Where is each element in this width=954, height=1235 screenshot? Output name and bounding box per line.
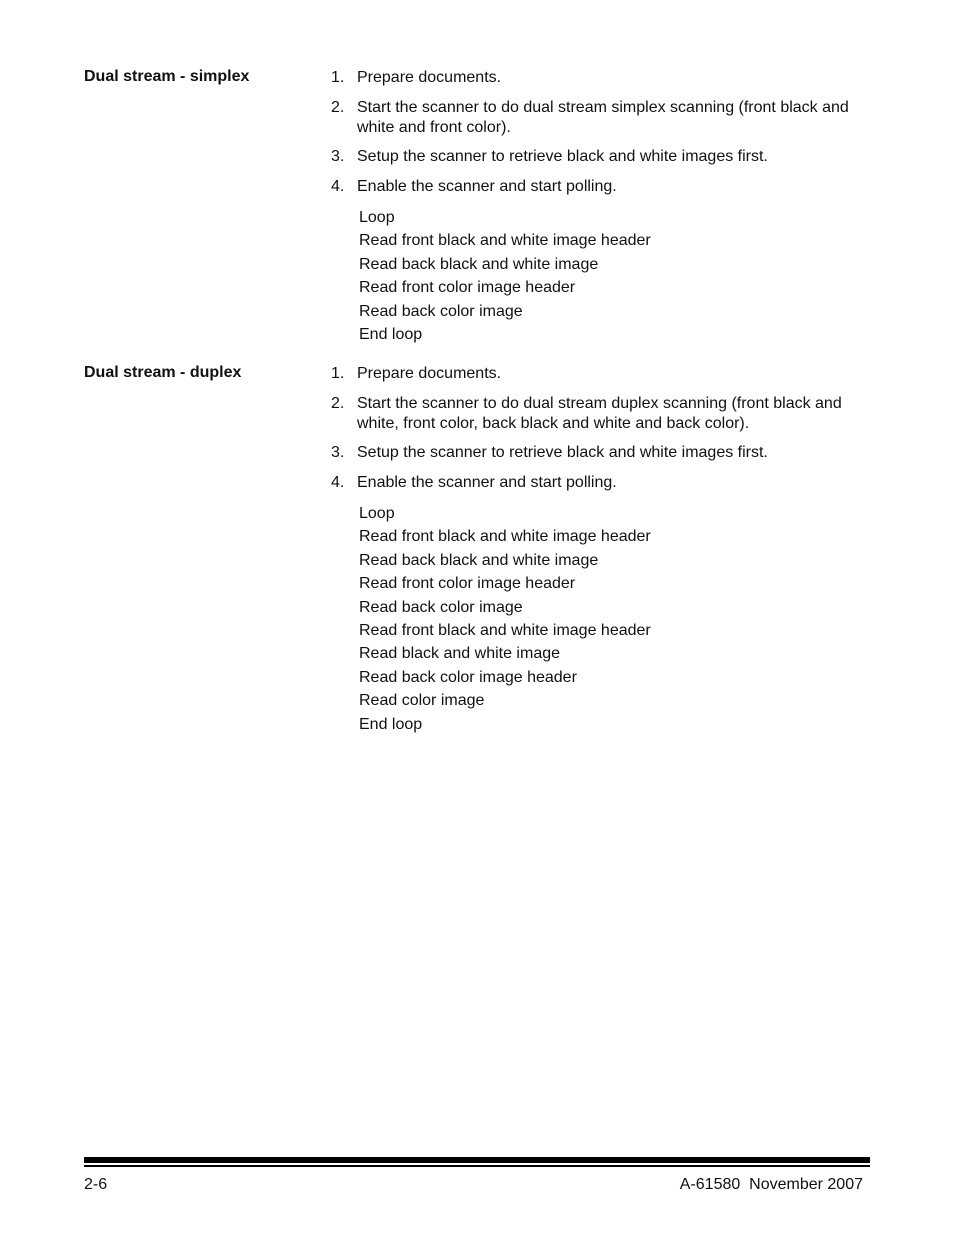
loop-line: Loop <box>359 505 395 522</box>
step-item <box>331 473 871 493</box>
step-number: 4. <box>331 177 345 195</box>
step-item <box>331 443 871 463</box>
section-heading-simplex: Dual stream - simplex <box>84 68 250 85</box>
step-number: 3. <box>331 444 345 461</box>
loop-line: Read black and white image <box>359 645 561 663</box>
loop-line: Read back color image <box>359 598 523 616</box>
step-number: 3. <box>331 148 345 165</box>
loop-line: Read front black and white image header <box>359 232 651 250</box>
step-text: Prepare documents. <box>357 365 502 382</box>
step-item <box>331 68 871 88</box>
section-heading-duplex: Dual stream - duplex <box>84 364 242 381</box>
loop-block <box>331 206 871 346</box>
loop-line: End loop <box>359 715 423 733</box>
footer-rule-thin <box>84 1165 870 1167</box>
step-number: 2. <box>331 394 345 412</box>
loop-line: Read back black and white image <box>359 255 599 273</box>
loop-line: Read front black and white image header <box>359 528 651 546</box>
step-number: 1. <box>331 69 345 86</box>
step-item <box>331 98 871 138</box>
step-text: Prepare documents. <box>357 69 502 86</box>
step-text: Setup the scanner to retrieve black and white images first. <box>357 148 768 165</box>
step-item <box>331 394 871 434</box>
step-item <box>331 177 871 197</box>
step-item <box>331 364 871 384</box>
step-number: 4. <box>331 473 345 491</box>
step-item <box>331 147 871 167</box>
loop-block <box>331 502 871 736</box>
footer-rule-thick <box>84 1157 870 1163</box>
step-number: 2. <box>331 98 345 116</box>
step-number: 1. <box>331 365 345 382</box>
simplex-loop-list <box>331 206 871 346</box>
step-text: Setup the scanner to retrieve black and white images first. <box>357 444 768 461</box>
loop-line: Read back color image header <box>359 668 577 686</box>
loop-line: Read back black and white image <box>359 551 599 569</box>
simplex-steps <box>331 68 871 346</box>
loop-line: Read color image <box>359 692 485 710</box>
loop-line: Read back color image <box>359 302 523 320</box>
step-text: Start the scanner to do dual stream simplex scanning (front black and white and front color). <box>357 98 849 136</box>
loop-line: Read front black and white image header <box>359 622 651 640</box>
document-id: A-61580 November 2007 <box>679 1176 863 1193</box>
duplex-loop-list <box>331 502 871 736</box>
step-text: Enable the scanner and start polling. <box>357 473 617 491</box>
loop-line: Read front color image header <box>359 279 576 297</box>
loop-line: Loop <box>359 209 395 226</box>
step-text: Start the scanner to do dual stream duplex scanning (front black and white, front color, back black and white and back color). <box>357 394 842 432</box>
loop-line: End loop <box>359 326 423 344</box>
step-text: Enable the scanner and start polling. <box>357 177 617 195</box>
duplex-steps <box>331 364 871 736</box>
loop-line: Read front color image header <box>359 575 576 593</box>
page-number: 2-6 <box>84 1176 108 1193</box>
